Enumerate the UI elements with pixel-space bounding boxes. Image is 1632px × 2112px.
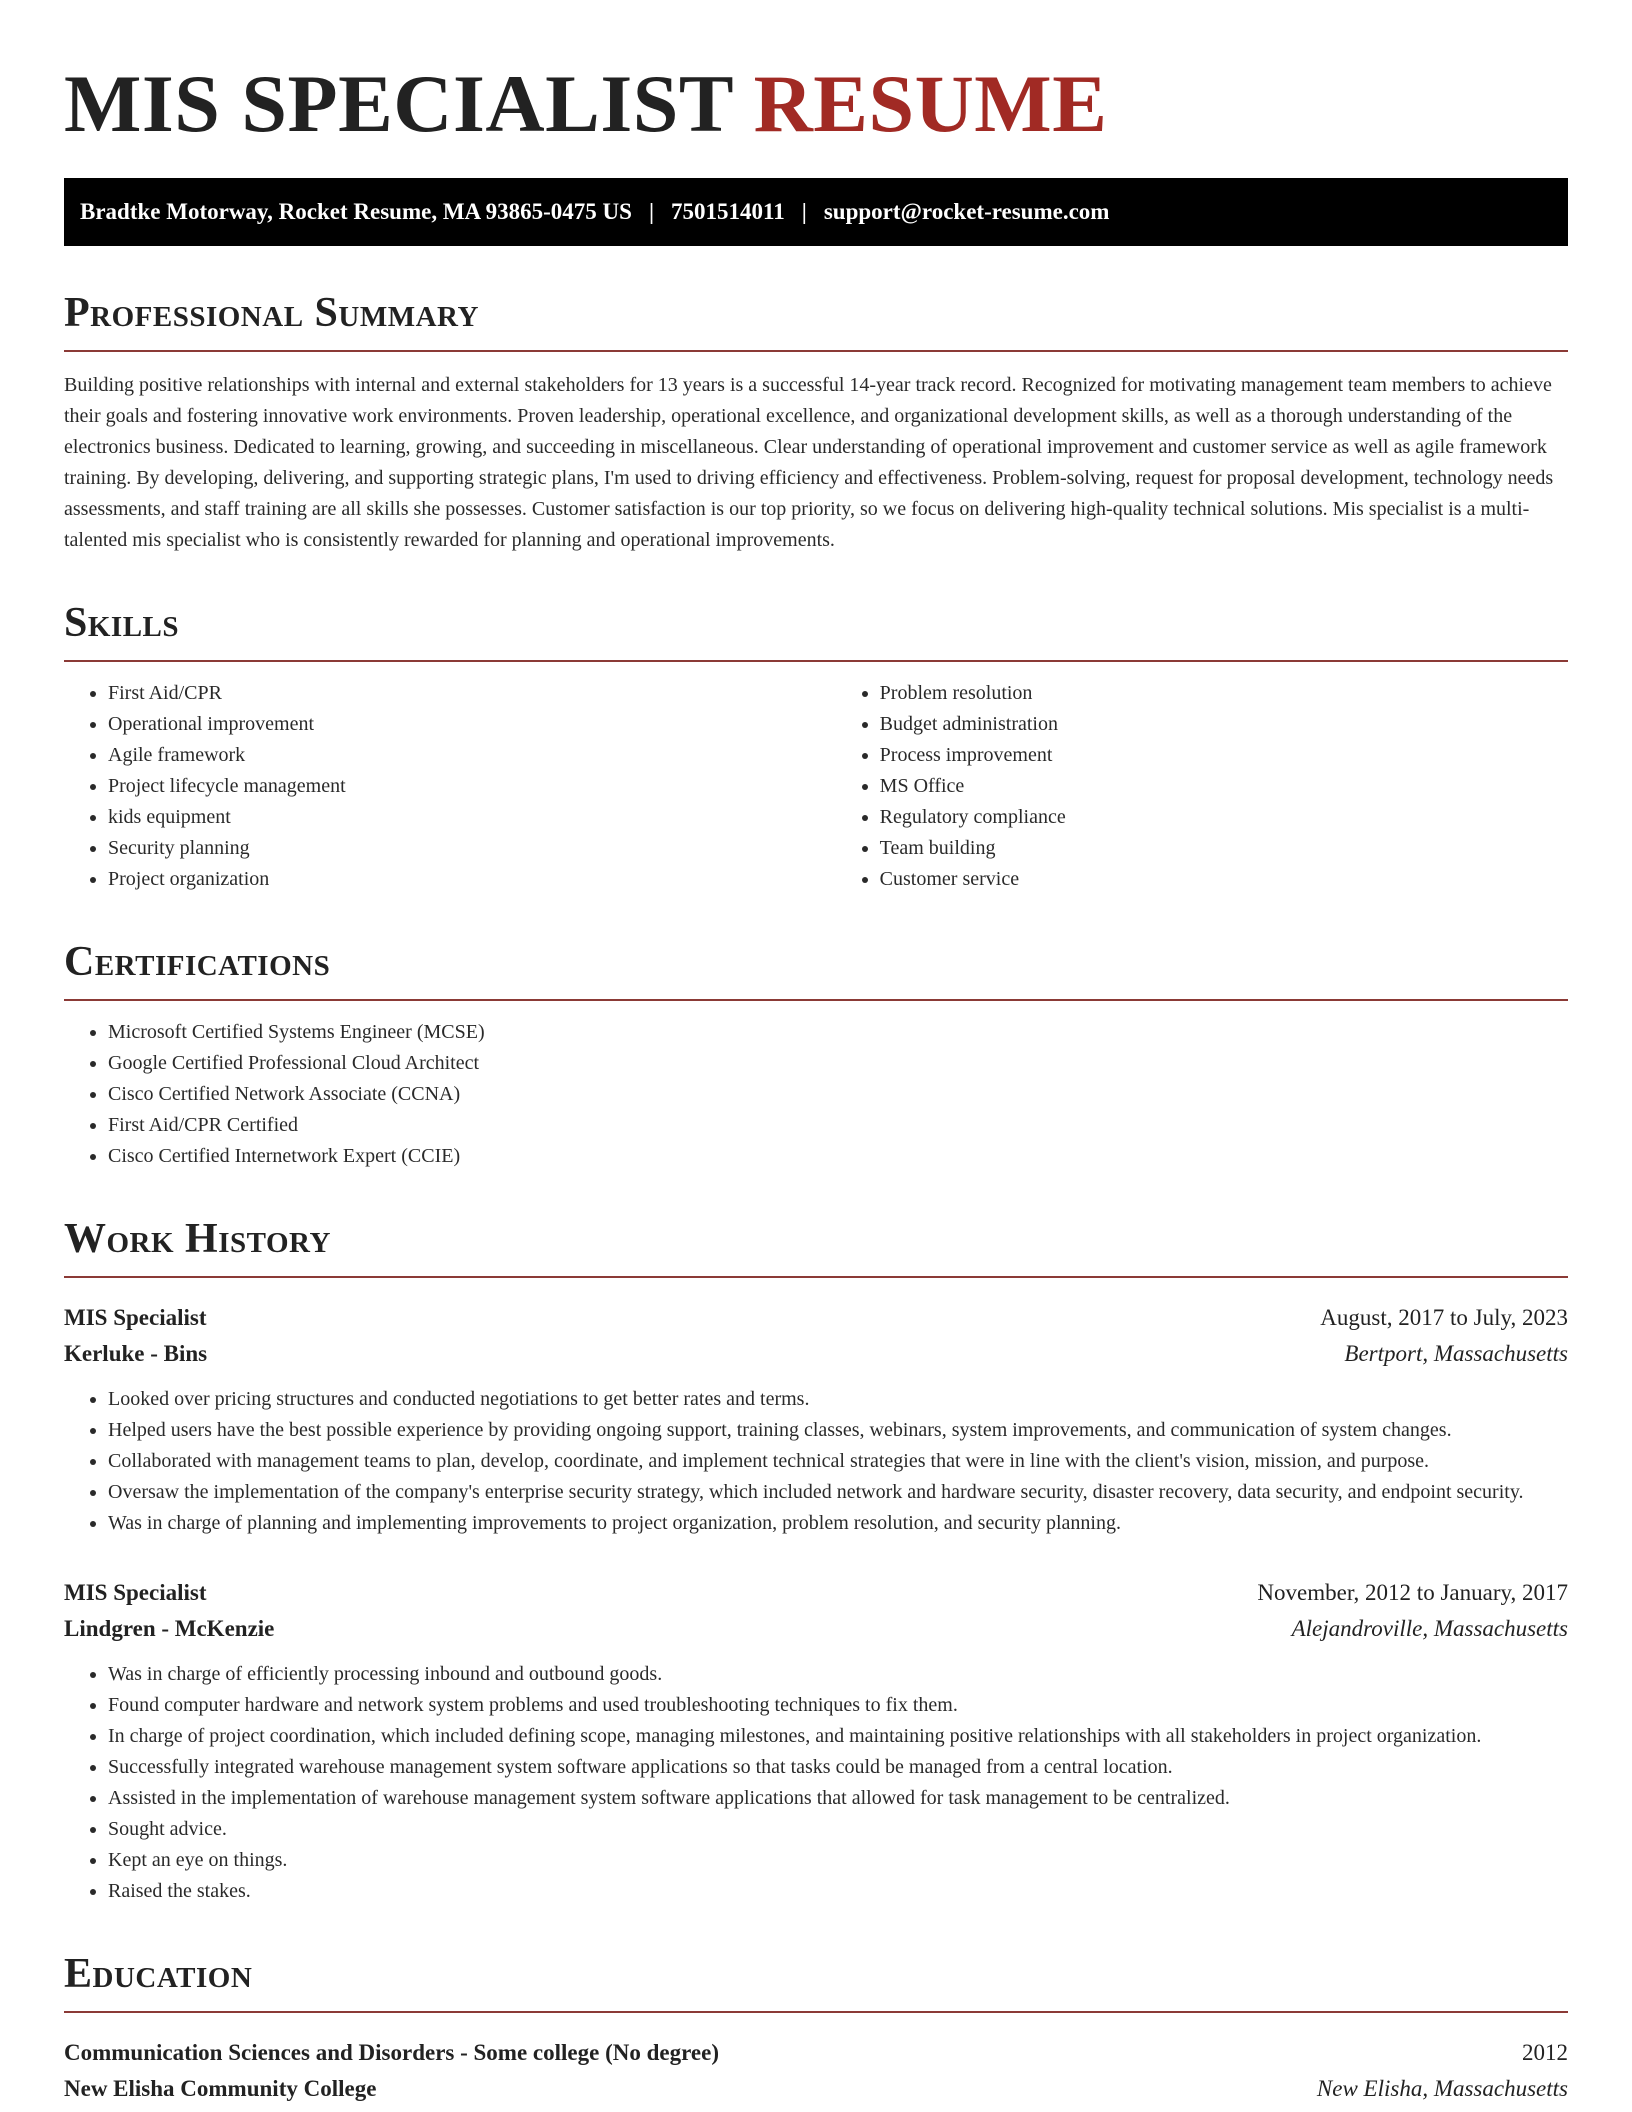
job-dates: August, 2017 to July, 2023 xyxy=(1320,1305,1568,1330)
skill-item: • Operational improvement xyxy=(108,709,836,740)
job-title: MIS Specialist xyxy=(64,1580,207,1605)
summary-heading: Professional Summary xyxy=(64,288,1568,352)
certification-item: • Microsoft Certified Systems Engineer (MCSE) xyxy=(108,1017,1568,1048)
job-bullet: • Kept an eye on things. xyxy=(108,1845,1568,1876)
job-bullets xyxy=(64,1659,1568,1907)
job-bullet: • Was in charge of planning and implementing improvements to project organization, problem resolution, and security planning. xyxy=(108,1508,1568,1539)
job-dates: November, 2012 to January, 2017 xyxy=(1257,1580,1568,1605)
job-bullet: • Sought advice. xyxy=(108,1814,1568,1845)
skills-list-right xyxy=(836,678,1568,895)
contact-separator: | xyxy=(648,199,655,224)
job-bullet: • Assisted in the implementation of warehouse management system software applications that allowed for task management to be centralized. xyxy=(108,1783,1568,1814)
skill-item: • Agile framework xyxy=(108,740,836,771)
skill-item: • First Aid/CPR xyxy=(108,678,836,709)
education-school: New Elisha Community College xyxy=(64,2076,377,2101)
job-company: Lindgren - McKenzie xyxy=(64,1616,275,1641)
skill-item: • Budget administration xyxy=(880,709,1568,740)
education-school-row xyxy=(64,2071,1568,2107)
summary-text: Building positive relationships with internal and external stakeholders for 13 years is a successful 14-year track record. Recognized for motivating management team members to achieve their goals and fostering innovative work environments. Proven leadership, operational excellence, and organizational development skills, as well as a thorough understanding of the electronics business. Dedicated to learning, growing, and succeeding in miscellaneous. Clear understanding of operational improvement and customer service as well as agile framework training. By developing, delivering, and supporting strategic plans, I'm used to driving efficiency and effectiveness. Problem-solving, request for proposal development, technology needs assessments, and staff training are all skills she possesses. Customer satisfaction is our top priority, so we focus on delivering high-quality technical solutions. Mis specialist is a multi-talented mis specialist who is consistently rewarded for planning and operational improvements. xyxy=(64,374,1554,551)
contact-bar xyxy=(64,178,1568,246)
job-title-row xyxy=(64,1300,1568,1336)
skill-item: • kids equipment xyxy=(108,802,836,833)
job-entry xyxy=(64,1300,1568,1539)
education-degree: Communication Sciences and Disorders - Some college (No degree) xyxy=(64,2040,719,2065)
job-bullet: • Oversaw the implementation of the company's enterprise security strategy, which included network and hardware security, disaster recovery, data security, and endpoint security. xyxy=(108,1477,1568,1508)
certification-item: • First Aid/CPR Certified xyxy=(108,1110,1568,1141)
skill-item: • Team building xyxy=(880,833,1568,864)
skill-item: • Project lifecycle management xyxy=(108,771,836,802)
skill-item: • Process improvement xyxy=(880,740,1568,771)
job-title: MIS Specialist xyxy=(64,1305,207,1330)
title-accent: RESUME xyxy=(753,58,1108,149)
job-company: Kerluke - Bins xyxy=(64,1341,208,1366)
contact-email: support@rocket-resume.com xyxy=(823,199,1110,224)
education-year: 2012 xyxy=(1522,2040,1568,2065)
skills-list-left xyxy=(64,678,836,895)
job-bullet: • Was in charge of efficiently processing inbound and outbound goods. xyxy=(108,1659,1568,1690)
skill-item: • Regulatory compliance xyxy=(880,802,1568,833)
skill-item: • Problem resolution xyxy=(880,678,1568,709)
skills-columns xyxy=(64,662,1568,895)
education-degree-row xyxy=(64,2035,1568,2071)
job-bullet: • Found computer hardware and network system problems and used troubleshooting techniques to fix them. xyxy=(108,1690,1568,1721)
document-title xyxy=(64,58,1568,150)
job-entry xyxy=(64,1575,1568,1907)
job-bullet: • In charge of project coordination, which included defining scope, managing milestones, and maintaining positive relationships with all stakeholders in project organization. xyxy=(108,1721,1568,1752)
education-heading: Education xyxy=(64,1949,1568,2013)
job-bullet: • Looked over pricing structures and conducted negotiations to get better rates and terms. xyxy=(108,1384,1568,1415)
job-bullet: • Helped users have the best possible experience by providing ongoing support, training classes, webinars, system improvements, and communication of system changes. xyxy=(108,1415,1568,1446)
education-location: New Elisha, Massachusetts xyxy=(1316,2076,1568,2101)
contact-address: Bradtke Motorway, Rocket Resume, MA 93865-0475 US xyxy=(80,199,632,224)
work-history-heading: Work History xyxy=(64,1214,1568,1278)
job-bullets xyxy=(64,1384,1568,1539)
certifications-heading: Certifications xyxy=(64,937,1568,1001)
job-company-row xyxy=(64,1611,1568,1647)
job-location: Alejandroville, Massachusetts xyxy=(1291,1616,1568,1641)
certification-item: • Cisco Certified Internetwork Expert (CCIE) xyxy=(108,1141,1568,1172)
contact-phone: 7501514011 xyxy=(671,199,785,224)
education-entry xyxy=(64,2035,1568,2107)
job-location: Bertport, Massachusetts xyxy=(1344,1341,1568,1366)
skill-item: • MS Office xyxy=(880,771,1568,802)
skill-item: • Project organization xyxy=(108,864,836,895)
job-bullet: • Collaborated with management teams to plan, develop, coordinate, and implement technical strategies that were in line with the client's vision, mission, and purpose. xyxy=(108,1446,1568,1477)
contact-separator: | xyxy=(801,199,807,224)
certifications-list xyxy=(64,1017,1568,1172)
job-title-row xyxy=(64,1575,1568,1611)
job-company-row xyxy=(64,1336,1568,1372)
job-bullet: • Successfully integrated warehouse management system software applications so that tasks could be managed from a central location. xyxy=(108,1752,1568,1783)
skill-item: • Customer service xyxy=(880,864,1568,895)
skill-item: • Security planning xyxy=(108,833,836,864)
title-main: MIS SPECIALIST xyxy=(64,58,733,149)
certification-item: • Google Certified Professional Cloud Architect xyxy=(108,1048,1568,1079)
job-bullet: • Raised the stakes. xyxy=(108,1876,1568,1907)
certification-item: • Cisco Certified Network Associate (CCNA) xyxy=(108,1079,1568,1110)
skills-heading: Skills xyxy=(64,598,1568,662)
